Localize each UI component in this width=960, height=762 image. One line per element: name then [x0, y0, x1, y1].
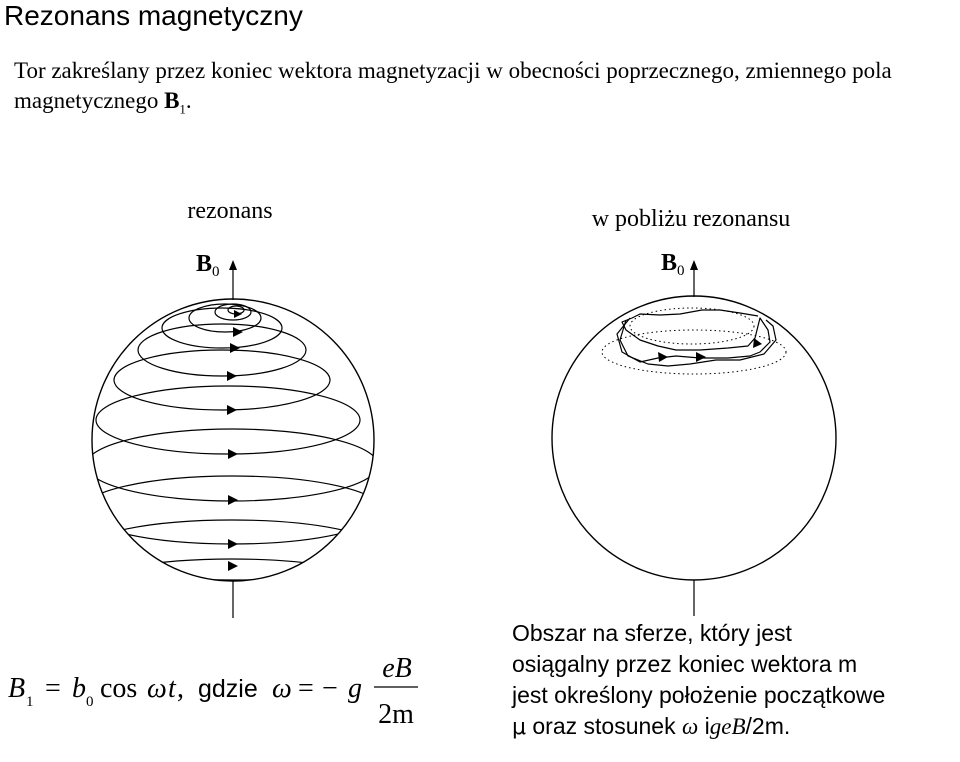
formula-omega-2: ω: [272, 673, 292, 704]
formula-gdzie: gdzie: [198, 675, 258, 703]
spiral-ring-7: [96, 386, 360, 454]
note-line-4-mid: oraz stosunek: [532, 713, 676, 739]
left-axis-symbol: B: [196, 251, 213, 277]
formula-eq: =: [45, 673, 61, 704]
note: [512, 618, 960, 743]
spiral-arrow-3: [230, 343, 240, 353]
field-subscript: 1: [179, 101, 186, 117]
right-axis-arrowhead: [690, 260, 698, 270]
spiral-ring-10: [84, 520, 380, 580]
formula-numerator: eB: [382, 653, 412, 684]
left-panel-label: rezonans: [187, 198, 273, 224]
note-line-3: jest określony położenie początkowe: [512, 682, 886, 708]
formula-t: t: [168, 673, 176, 704]
note-mu: μ: [512, 715, 526, 740]
spiral-arrow-1: [234, 310, 242, 318]
note-line-4: [512, 711, 960, 743]
formula-b: b: [72, 673, 86, 704]
note-line-1: Obszar na sferze, który jest: [512, 620, 792, 646]
left-axis-subscript: 0: [212, 264, 220, 280]
right-panel-label: w pobliżu rezonansu: [591, 206, 791, 232]
right-axis-label: [661, 250, 685, 279]
right-sphere: [552, 296, 836, 580]
note-omega: ω: [681, 714, 699, 739]
formula-comma: ,: [177, 673, 184, 704]
spiral-ring-8: [86, 429, 378, 501]
left-spiral-arrows: [227, 310, 243, 571]
field-symbol: B: [164, 88, 180, 113]
trajectory-path: [617, 310, 770, 362]
note-geB: geB: [709, 714, 746, 739]
trajectory-arrow-2: [696, 352, 706, 362]
note-line-4-end: /2m.: [745, 713, 791, 739]
spiral-arrow-6: [228, 449, 238, 459]
formula-lhs-sub: 1: [26, 694, 34, 710]
spiral-ring-6: [114, 350, 330, 410]
left-axis-label: [196, 251, 220, 280]
left-axis-arrowhead: [229, 260, 237, 270]
spiral-arrow-7: [228, 495, 238, 505]
inner-dotted-boundary: [630, 308, 754, 344]
description-end: .: [185, 88, 192, 113]
formula-eq2: =: [298, 673, 314, 704]
description-text: Tor zakreślany przez koniec wektora magnetyzacji w obecności poprzecznego, zmiennego pola magnetycznego: [14, 58, 892, 113]
trajectory-arrow-1: [658, 352, 668, 362]
formula-b-sub: 0: [86, 694, 94, 710]
formula-omega: ω: [147, 673, 167, 704]
page-title: Rezonans magnetyczny: [4, 0, 303, 31]
left-sphere: [92, 299, 374, 581]
right-axis-symbol: B: [661, 250, 678, 276]
formula-minus: −: [322, 673, 338, 704]
spiral-arrow-5: [227, 405, 237, 415]
spiral-arrow-2: [233, 327, 243, 337]
note-line-2: osiągalny przez koniec wektora m: [512, 651, 858, 677]
formula-denominator: 2m: [378, 699, 414, 730]
formula-g: g: [348, 673, 362, 704]
spiral-arrow-8: [228, 539, 238, 549]
note-line-4-i: i: [704, 713, 710, 739]
right-axis-subscript: 0: [677, 263, 685, 279]
spiral-arrow-9: [228, 561, 238, 571]
formula-cos: cos: [100, 673, 138, 704]
spiral-arrow-4: [227, 371, 237, 381]
trajectory-arrow-3: [753, 338, 762, 348]
formula-lhs: B: [8, 673, 26, 704]
